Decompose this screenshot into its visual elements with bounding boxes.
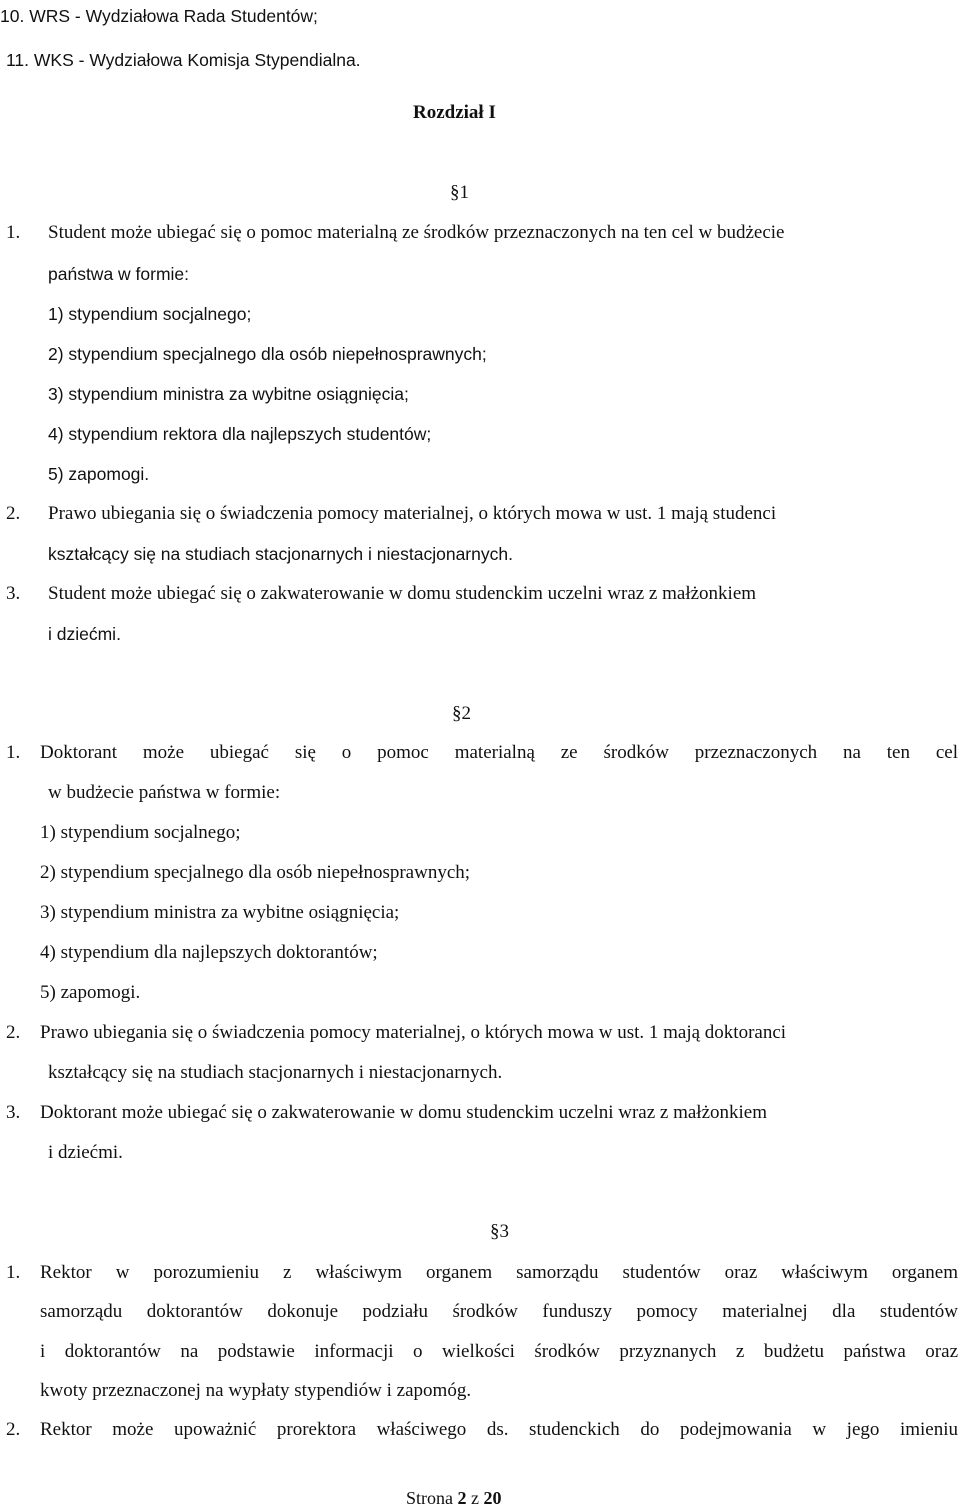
definition-text: WKS - Wydziałowa Komisja Stypendialna. bbox=[33, 50, 361, 70]
section2-para2-line: Prawo ubiegania się o świadczenia pomocy materialnej, o których mowa w ust. 1 mają doktoranci bbox=[40, 1022, 787, 1043]
section-heading-2 bbox=[452, 702, 471, 726]
section2-list-item: 4) stypendium dla najlepszych doktorantów; bbox=[40, 942, 378, 963]
section3-para2-number: 2. bbox=[6, 1419, 21, 1440]
section-number: 2 bbox=[461, 703, 471, 724]
definition-number: 10. bbox=[0, 6, 25, 26]
section1-list-item: 2) stypendium specjalnego dla osób niepełnosprawnych; bbox=[48, 344, 487, 364]
section1-para2-number: 2. bbox=[6, 503, 21, 524]
section-heading-1 bbox=[450, 181, 469, 205]
footer-prefix: Strona bbox=[406, 1488, 453, 1508]
section2-para1-line: w budżecie państwa w formie: bbox=[48, 782, 281, 803]
section1-list-item: 5) zapomogi. bbox=[48, 464, 150, 484]
section3-para1-number: 1. bbox=[6, 1262, 21, 1283]
section3-para1-line: samorządu doktorantów dokonuje podziału środków funduszy pomocy materialnej dla studentów bbox=[40, 1301, 958, 1322]
section3-para1-line: Rektor w porozumieniu z właściwym organem samorządu studentów oraz właściwym organem bbox=[40, 1262, 958, 1283]
section1-para3-number: 3. bbox=[6, 583, 21, 604]
section2-para2-line: kształcący się na studiach stacjonarnych i niestacjonarnych. bbox=[48, 1062, 503, 1083]
chapter-title: Rozdział I bbox=[413, 102, 496, 123]
definition-item bbox=[0, 4, 318, 28]
section2-para1-number: 1. bbox=[6, 742, 21, 763]
section2-list-item: 5) zapomogi. bbox=[40, 982, 141, 1003]
section2-para3-line: Doktorant może ubiegać się o zakwaterowanie w domu studenckim uczelni wraz z małżonkiem bbox=[40, 1102, 768, 1123]
section1-para1-line: państwa w formie: bbox=[48, 264, 190, 284]
section2-list-item: 1) stypendium socjalnego; bbox=[40, 822, 241, 843]
page-footer bbox=[406, 1486, 502, 1510]
section-mark-icon: § bbox=[490, 1221, 500, 1242]
section-mark-icon: § bbox=[452, 703, 462, 724]
section1-list-item: 3) stypendium ministra za wybitne osiągnięcia; bbox=[48, 384, 409, 404]
section1-para2-line: kształcący się na studiach stacjonarnych i niestacjonarnych. bbox=[48, 544, 513, 564]
footer-separator: z bbox=[471, 1488, 479, 1508]
section2-list-item: 3) stypendium ministra za wybitne osiągnięcia; bbox=[40, 902, 400, 923]
footer-current-page: 2 bbox=[457, 1488, 467, 1508]
section2-list-item: 2) stypendium specjalnego dla osób niepełnosprawnych; bbox=[40, 862, 471, 883]
section3-para1-line: i doktorantów na podstawie informacji o wielkości środków przyznanych z budżetu państwa oraz bbox=[40, 1341, 958, 1362]
section1-list-item: 1) stypendium socjalnego; bbox=[48, 304, 252, 324]
section2-para1-line: Doktorant może ubiegać się o pomoc materialną ze środków przeznaczonych na ten cel bbox=[40, 742, 958, 763]
section2-para3-number: 3. bbox=[6, 1102, 21, 1123]
section-mark-icon: § bbox=[450, 182, 460, 203]
definition-item bbox=[6, 48, 361, 72]
footer-total-pages: 20 bbox=[483, 1488, 502, 1508]
section3-para1-line: kwoty przeznaczonej na wypłaty stypendiów i zapomóg. bbox=[40, 1380, 472, 1401]
section-number: 3 bbox=[499, 1221, 509, 1242]
section1-para3-line: i dziećmi. bbox=[48, 624, 121, 644]
section2-para2-number: 2. bbox=[6, 1022, 21, 1043]
definition-number: 11. bbox=[6, 50, 30, 70]
section1-para1-number: 1. bbox=[6, 222, 21, 243]
section-heading-3 bbox=[490, 1220, 509, 1244]
definition-text: WRS - Wydziałowa Rada Studentów; bbox=[29, 6, 318, 26]
section1-para1-line: Student może ubiegać się o pomoc materialną ze środków przeznaczonych na ten cel w budżecie bbox=[48, 222, 785, 243]
section3-para2-line: Rektor może upoważnić prorektora właściwego ds. studenckich do podejmowania w jego imieniu bbox=[40, 1419, 958, 1440]
section1-para2-line: Prawo ubiegania się o świadczenia pomocy materialnej, o których mowa w ust. 1 mają studenci bbox=[48, 503, 777, 524]
section2-para3-line: i dziećmi. bbox=[48, 1142, 123, 1163]
section1-para3-line: Student może ubiegać się o zakwaterowanie w domu studenckim uczelni wraz z małżonkiem bbox=[48, 583, 757, 604]
section1-list-item: 4) stypendium rektora dla najlepszych studentów; bbox=[48, 424, 432, 444]
section-number: 1 bbox=[459, 182, 469, 203]
